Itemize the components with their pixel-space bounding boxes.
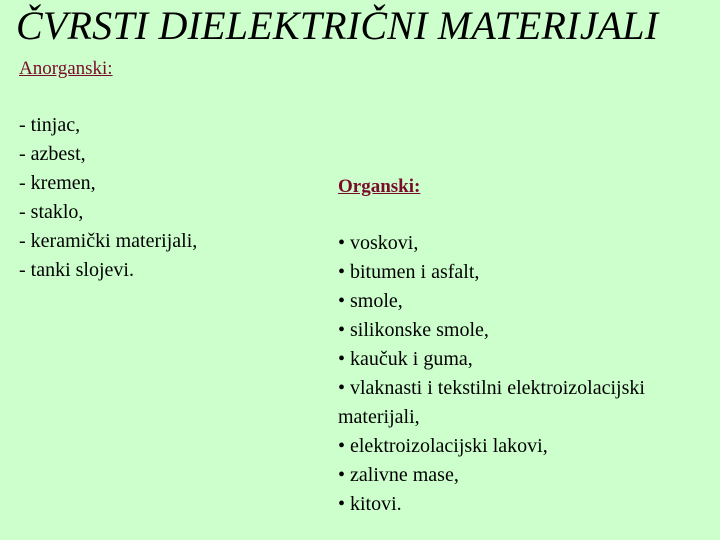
- list-item: • voskovi,: [338, 232, 419, 254]
- list-item: - tinjac,: [19, 114, 81, 136]
- list-item: • kitovi.: [338, 493, 402, 515]
- list-item: - keramički materijali,: [19, 230, 198, 252]
- list-item: - kremen,: [19, 172, 96, 194]
- list-item: - azbest,: [19, 143, 86, 165]
- inorganic-list: [19, 111, 197, 285]
- list-item: • vlaknasti i tekstilni elektroizolacijski materijali,: [338, 377, 645, 428]
- list-item: • kaučuk i guma,: [338, 348, 473, 370]
- list-item: - staklo,: [19, 201, 84, 223]
- list-item: • zalivne mase,: [338, 464, 459, 486]
- page-title: ČVRSTI DIELEKTRIČNI MATERIJALI: [16, 3, 659, 48]
- list-item: • elektroizolacijski lakovi,: [338, 435, 548, 457]
- organic-heading: Organski:: [338, 176, 421, 197]
- organic-list: [338, 229, 708, 519]
- list-item: • silikonske smole,: [338, 319, 489, 341]
- list-item: • bitumen i asfalt,: [338, 261, 480, 283]
- list-item: - tanki slojevi.: [19, 259, 134, 281]
- inorganic-heading: Anorganski:: [19, 58, 113, 79]
- list-item: • smole,: [338, 290, 403, 312]
